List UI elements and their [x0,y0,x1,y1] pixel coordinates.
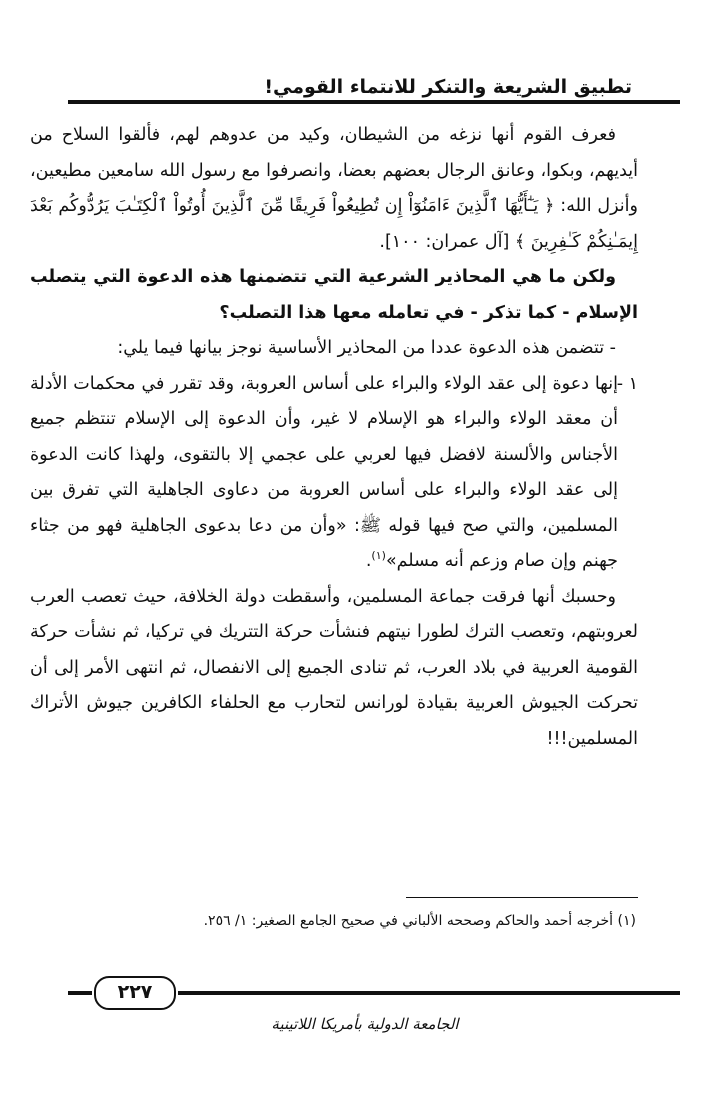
list-item-1-number: ١ - [616,373,638,394]
paragraph-1 [30,118,638,260]
list-item-1-text: إنها دعوة إلى عقد الولاء والبراء على أساس العروبة، وقد تقرر في محكمات الأدلة أن معقد الولاء والبراء هو الإسلام لا غير، وأن الدعوة إلى الإسلام تنتظم جميع الأجناس والألسنة لافضل فيها لعربي على عجمي إلا بالتقوى، ولهذا كانت الدعوة إلى عقد الولاء والبراء على أساس العروبة من دعاوى الجاهلية التي تفرق بين المسلمين، والتي صح فيها قوله ﷺ: «وأن من دعا بدعوى الجاهلية فهو من جثاء جهنم وإن صام وزعم أنه مسلم» [30,373,618,571]
page-number: ٢٢٧ [94,976,176,1010]
paragraph-last: وحسبك أنها فرقت جماعة المسلمين، وأسقطت دولة الخلافة، حيث تعصب العرب لعروبتهم، وتعصب الترك لطورا نيتهم فنشأت حركة التتريك في تركيا، ثم نشأت حركة القومية العربية في بلاد العرب، ثم تنادى الجميع إلى الانفصال، ثم انتهى الأمر إلى أن تحركت الجيوش العربية بقيادة لورانس لتحارب مع الحلفاء الكافرين جيوش الأتراك المسلمين!!! [30,586,638,749]
list-item-1 [30,367,638,580]
paragraph-1-text: فعرف القوم أنها نزغه من الشيطان، وكيد من عدوهم لهم، فألقوا السلاح من أيديهم، وبكوا، وعانق الرجال بعضهم بعضا، وانصرفوا مع رسول الله سامعين مطيعين، وأنزل الله: [30,125,638,216]
body-text [30,118,638,757]
footer-rule-left [68,991,92,995]
running-header: تطبيق الشريعة والتنكر للانتماء القومي! [264,76,632,98]
footer-institution: الجامعة الدولية بأمريكا اللاتينية [271,1015,459,1033]
header-rule [68,100,680,104]
verse-reference: [آل عمران: ١٠٠]. [379,231,515,252]
footnote: (١) أخرجه أحمد والحاكم وصححه الألباني في صحيح الجامع الصغير: ١/ ٢٥٦. [203,913,636,929]
question-paragraph: ولكن ما هي المحاذير الشرعية التي تتضمنها هذه الدعوة التي يتصلب الإسلام - كما تذكر - في تعامله معها هذا التصلب؟ [30,267,638,323]
footnote-reference: (١) [371,549,386,563]
footer-rule-right [178,991,680,995]
footnote-rule [406,897,638,898]
list-item-1-end: . [365,551,372,571]
intro-paragraph: - تتضمن هذه الدعوة عددا من المحاذير الأساسية نوجز بيانها فيما يلي: [117,338,616,358]
quran-verse: ﴿ يَـٰٓأَيُّهَا ٱلَّذِينَ ءَامَنُوٓاْ إِن تُطِيعُواْ فَرِيقًا مِّنَ ٱلَّذِينَ أُوتُواْ ٱلْكِتَـٰبَ يَرُدُّوكُم بَعْدَ إِيمَـٰنِكُمْ كَـٰفِرِينَ ﴾ [30,196,638,252]
